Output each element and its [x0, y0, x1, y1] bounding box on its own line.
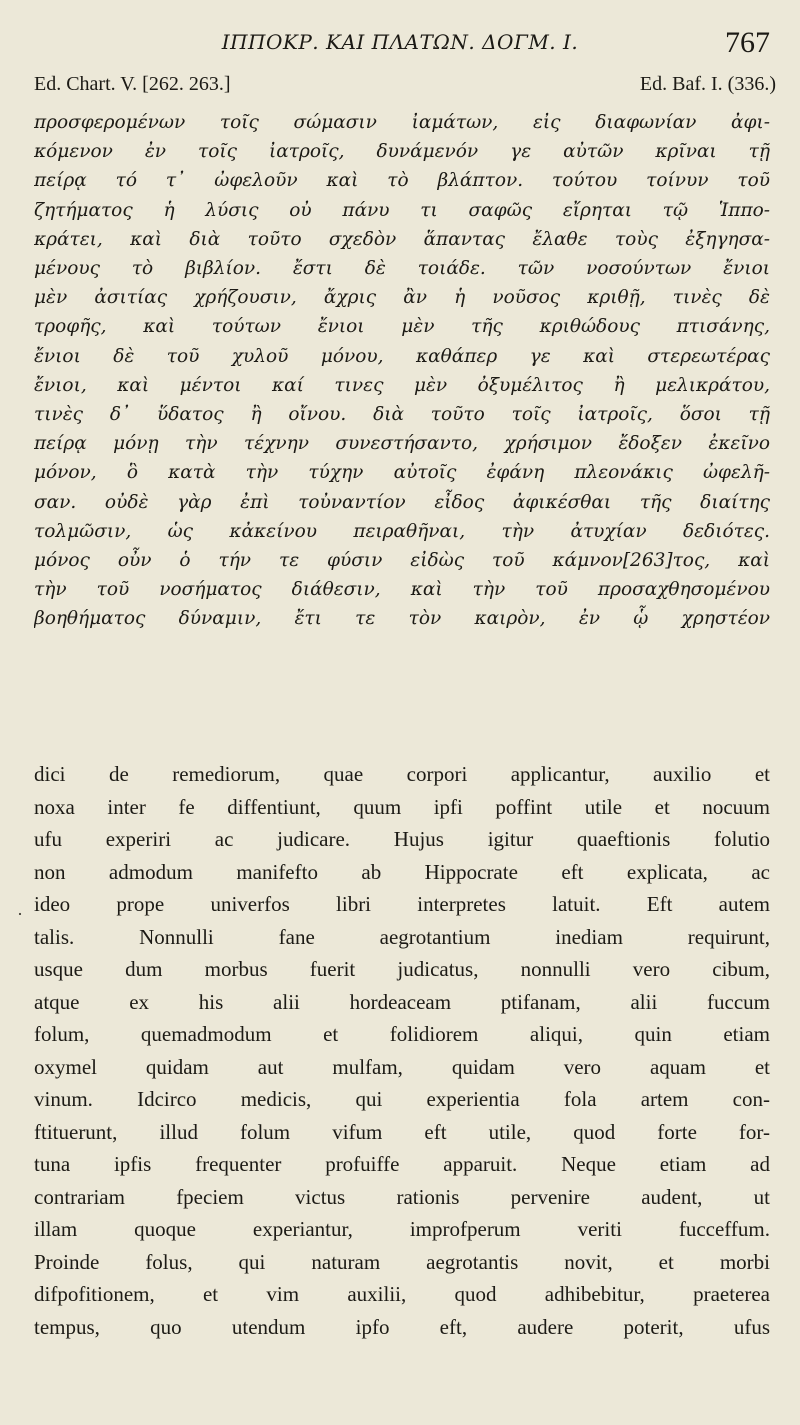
latin-line: tempus, quo utendum ipfo eft, audere poterit, ufus — [34, 1314, 770, 1339]
latin-text-block — [34, 758, 770, 1343]
edition-right: Ed. Baf. I. (336.) — [639, 73, 776, 95]
greek-text-block — [34, 108, 770, 634]
running-title: ΙΠΠΟΚΡ. ΚΑΙ ΠΛΑΤΩΝ. ΔΟΓΜ. Ι. — [221, 30, 579, 54]
latin-line: ufu experiri ac judicare. Hujus igitur quaeftionis folutio — [34, 827, 770, 851]
latin-line: ftituerunt, illud folum vifum eft utile, quod forte for- — [34, 1119, 770, 1144]
latin-line: illam quoque experiantur, improfperum veriti fucceffum. — [34, 1217, 770, 1241]
edition-left: Ed. Chart. V. [262. 263.] — [34, 73, 231, 95]
latin-line: contrariam fpeciem victus rationis pervenire audent, ut — [34, 1184, 770, 1209]
running-head — [0, 18, 800, 62]
greek-line: τολμῶσιν, ὡς κἀκείνου πειραθῆναι, τὴν ἀτυχίαν δεδιότες. — [34, 520, 770, 542]
latin-line: vinum. Idcirco medicis, qui experientia fola artem con- — [34, 1087, 770, 1111]
greek-line: βοηθήματος δύναμιν, ἔτι τε τὸν καιρὸν, ἐν ᾧ χρηστέον — [34, 608, 770, 630]
greek-line: μὲν ἀσιτίας χρήζουσιν, ἄχρις ἂν ἡ νοῦσος κριθῇ, τινὲς δὲ — [34, 287, 770, 309]
latin-line: dici de remediorum, quae corpori applicantur, auxilio et — [34, 762, 770, 786]
margin-mark: · — [17, 904, 23, 924]
latin-line: talis. Nonnulli fane aegrotantium inediam requirunt, — [34, 924, 770, 949]
greek-line: ζητήματος ἡ λύσις οὐ πάνυ τι σαφῶς εἴρηται τῷ Ἱππο- — [34, 199, 770, 221]
greek-line: τροφῆς, καὶ τούτων ἔνιοι μὲν τῆς κριθώδους πτισάνης, — [34, 316, 770, 338]
edition-references — [34, 74, 776, 94]
latin-line: usque dum morbus fuerit judicatus, nonnulli vero cibum, — [34, 957, 770, 981]
latin-line: ideo prope univerfos libri interpretes latuit. Eft autem — [34, 892, 770, 916]
latin-line: Proinde folus, qui naturam aegrotantis novit, et morbi — [34, 1249, 770, 1274]
greek-line: πείρᾳ μόνῃ τὴν τέχνην συνεστήσαντο, χρήσιμον ἔδοξεν ἐκεῖνο — [34, 433, 770, 455]
greek-line: κράτει, καὶ διὰ τοῦτο σχεδὸν ἅπαντας ἔλαθε τοὺς ἐξηγησα- — [34, 228, 770, 250]
latin-line: folum, quemadmodum et folidiorem aliqui, quin etiam — [34, 1022, 770, 1046]
greek-line: ἔνιοι δὲ τοῦ χυλοῦ μόνου, καθάπερ γε καὶ στερεωτέρας — [34, 345, 770, 367]
greek-line: πείρᾳ τό τ᾽ ὠφελοῦν καὶ τὸ βλάπτον. τούτου τοίνυν τοῦ — [34, 170, 770, 192]
greek-line: ἔνιοι, καὶ μέντοι καί τινες μὲν ὀξυμέλιτος ἢ μελικράτου, — [34, 374, 770, 396]
greek-line: κόμενον ἐν τοῖς ἰατροῖς, δυνάμενόν γε αὐτῶν κρῖναι τῇ — [34, 141, 770, 163]
latin-line: oxymel quidam aut mulfam, quidam vero aquam et — [34, 1054, 770, 1079]
greek-line: μένους τὸ βιβλίον. ἔστι δὲ τοιάδε. τῶν νοσούντων ἔνιοι — [34, 258, 770, 280]
greek-line: σαν. οὐδὲ γὰρ ἐπὶ τοὐναντίον εἶδος ἀφικέσθαι τῆς διαίτης — [34, 491, 770, 513]
greek-line: μόνος οὖν ὁ τήν τε φύσιν εἰδὼς τοῦ κάμνον[263]τος, καὶ — [34, 550, 770, 572]
latin-line: difpofitionem, et vim auxilii, quod adhibebitur, praeterea — [34, 1282, 770, 1306]
latin-line: atque ex his alii hordeaceam ptifanam, alii fuccum — [34, 989, 770, 1014]
latin-line: tuna ipfis frequenter profuiffe apparuit. Neque etiam ad — [34, 1152, 770, 1176]
latin-line: non admodum manifefto ab Hippocrate eft explicata, ac — [34, 859, 770, 884]
greek-line: τινὲς δ᾽ ὕδατος ἢ οἴνου. διὰ τοῦτο τοῖς ἰατροῖς, ὅσοι τῇ — [34, 404, 770, 426]
greek-line: μόνον, ὃ κατὰ τὴν τύχην αὐτοῖς ἐφάνη πλεονάκις ὠφελῆ- — [34, 462, 770, 484]
greek-line: προσφερομένων τοῖς σώμασιν ἰαμάτων, εἰς διαφωνίαν ἀφι- — [34, 112, 770, 133]
latin-line: noxa inter fe diffentiunt, quum ipfi poffint utile et nocuum — [34, 794, 770, 819]
greek-line: τὴν τοῦ νοσήματος διάθεσιν, καὶ τὴν τοῦ προσαχθησομένου — [34, 579, 770, 601]
page-number: 767 — [725, 26, 770, 59]
